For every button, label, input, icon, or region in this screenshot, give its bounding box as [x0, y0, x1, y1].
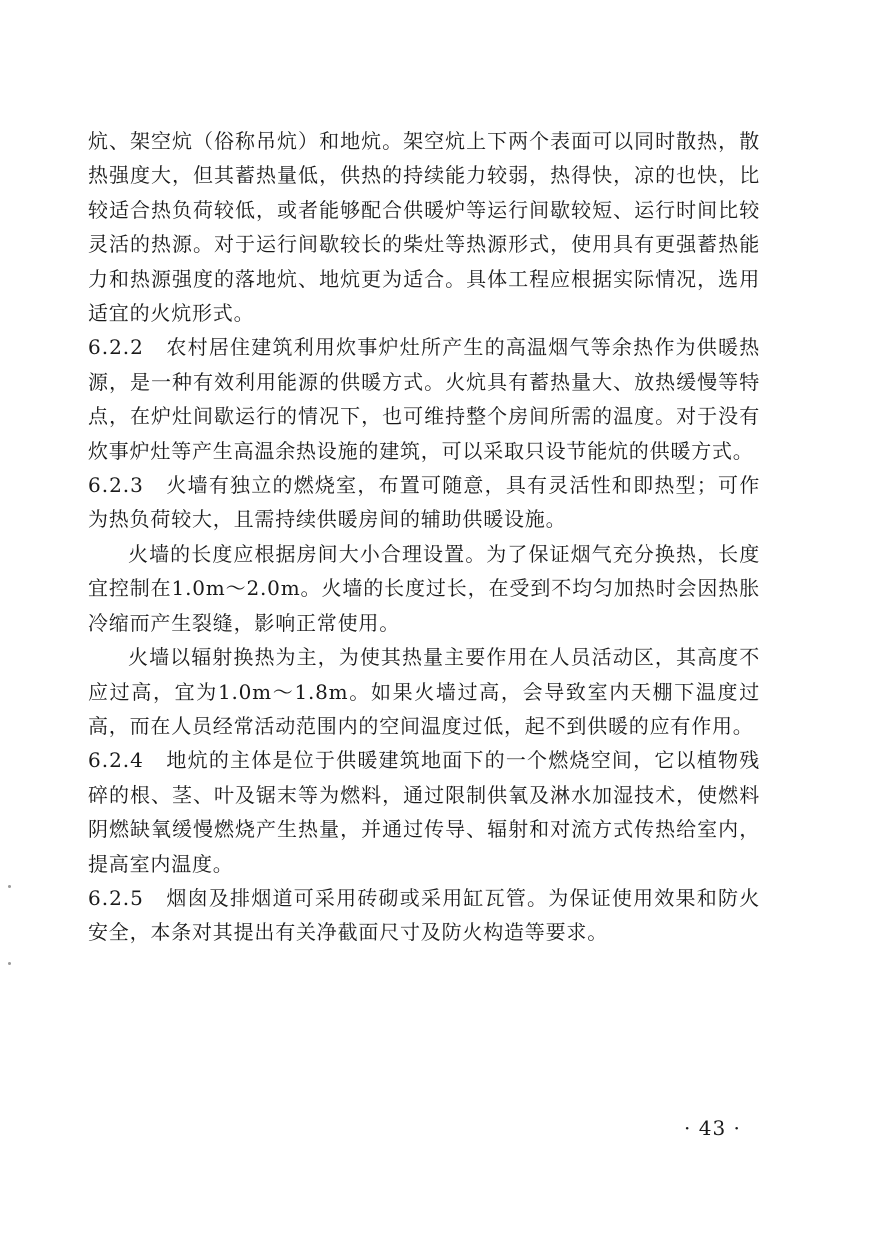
- fire-wall-height-paragraph: [88, 640, 760, 743]
- paragraph-continuation: [88, 124, 760, 330]
- page-number: · 43 ·: [684, 1116, 741, 1140]
- paragraph-text: 农村居住建筑利用炊事炉灶所产生的高温烟气等余热作为供暖热源，是一种有效利用能源的供暖方式。火炕具有蓄热量大、放热缓慢等特点，在炉灶间歇运行的情况下，也可维持整个房间所需的温度。对于没有炊事炉灶等产生高温余热设施的建筑，可以采取只设节能炕的供暖方式。: [88, 335, 760, 463]
- scan-speck: [8, 962, 11, 965]
- clause-6-2-3: [88, 468, 760, 537]
- paragraph-text: 火墙有独立的燃烧室，布置可随意，具有灵活性和即热型；可作为热负荷较大，且需持续供暖房间的辅助供暖设施。: [88, 473, 760, 532]
- paragraph-text: 地炕的主体是位于供暖建筑地面下的一个燃烧空间，它以植物残碎的根、茎、叶及锯末等为燃料，通过限制供氧及淋水加湿技术，使燃料阴燃缺氧缓慢燃烧产生热量，并通过传导、辐射和对流方式传热给室内，提高室内温度。: [88, 748, 760, 876]
- paragraph-text: 火墙以辐射换热为主，为使其热量主要作用在人员活动区，其高度不应过高，宜为1.0m～1.8m。如果火墙过高，会导致室内天棚下温度过高，而在人员经常活动范围内的空间温度过低，起不到供暖的应有作用。: [88, 645, 760, 738]
- clause-6-2-5: [88, 881, 760, 950]
- clause-number: 6.2.3: [88, 473, 144, 498]
- paragraph-text: 炕、架空炕（俗称吊炕）和地炕。架空炕上下两个表面可以同时散热，散热强度大，但其蓄热量低，供热的持续能力较弱，热得快，凉的也快，比较适合热负荷较低，或者能够配合供暖炉等运行间歇较短、运行时间比较灵活的热源。对于运行间歇较长的柴灶等热源形式，使用具有更强蓄热能力和热源强度的落地炕、地炕更为适合。具体工程应根据实际情况，选用适宜的火炕形式。: [88, 129, 760, 326]
- clause-number: 6.2.5: [88, 885, 144, 910]
- clause-number: 6.2.2: [88, 335, 144, 360]
- body-text: [88, 124, 760, 950]
- paragraph-text: 烟囱及排烟道可采用砖砌或采用缸瓦管。为保证使用效果和防火安全，本条对其提出有关净截面尺寸及防火构造等要求。: [88, 885, 760, 945]
- clause-6-2-2: [88, 330, 760, 468]
- clause-number: 6.2.4: [88, 748, 144, 773]
- scan-speck: [8, 885, 11, 888]
- fire-wall-length-paragraph: [88, 537, 760, 640]
- paragraph-text: 火墙的长度应根据房间大小合理设置。为了保证烟气充分换热，长度宜控制在1.0m～2.0m。火墙的长度过长，在受到不均匀加热时会因热胀冷缩而产生裂缝，影响正常使用。: [88, 541, 760, 635]
- clause-6-2-4: [88, 743, 760, 881]
